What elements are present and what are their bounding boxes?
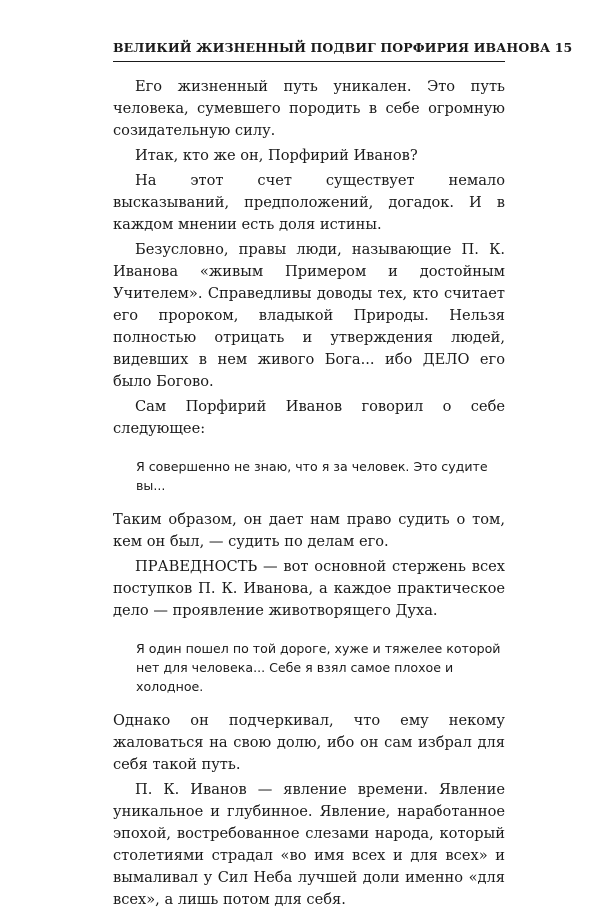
paragraph-7: ПРАВЕДНОСТЬ — вот основной стержень всех поступков П. К. Иванова, а каждое практическое дело — проявление животворящего Духа. [113,558,505,619]
running-header: ВЕЛИКИЙ ЖИЗНЕННЫЙ ПОДВИГ ПОРФИРИЯ ИВАНОВА 15 [113,40,573,55]
paragraph-1: Его жизненный путь уникален. Это путь человека, сумевшего породить в себе огромную созидательную силу. [113,78,505,139]
paragraph-6: Таким образом, он дает нам право судить о том, кем он был, — судить по делам его. [113,511,505,550]
paragraph-8: Однако он подчеркивал, что ему некому жаловаться на свою долю, ибо он сам избрал для себя такой путь. [113,712,505,773]
page-body [113,76,505,914]
paragraph-9: П. К. Иванов — явление времени. Явление уникальное и глубинное. Явление, наработанное эпохой, востребованное слезами народа, который столетиями страдал «во имя всех и для всех» и вымаливал у Сил Неба лучшей доли именно «для всех», а лишь потом для себя. [113,781,505,908]
paragraph-3: На этот счет существует немало высказываний, предположений, догадок. И в каждом мнении есть доля истины. [113,172,505,233]
quote-1: Я совершенно не знаю, что я за человек. Это судите вы... [136,459,488,493]
quote-2: Я один пошел по той дороге, хуже и тяжелее которой нет для человека... Себе я взял самое плохое и холодное. [136,641,501,694]
paragraph-2: Итак, кто же он, Порфирий Иванов? [135,147,418,164]
paragraph-5: Сам Порфирий Иванов говорил о себе следующее: [113,398,505,437]
paragraph-4: Безусловно, правы люди, называющие П. К. Иванова «живым Примером и достойным Учителем». Справедливы доводы тех, кто считает его пророком, владыкой Природы. Нельзя полностью отрицать и утверждения людей, видевших в нем живого Бога... ибо ДЕЛО его было Богово. [113,241,505,390]
header-rule [113,61,505,62]
